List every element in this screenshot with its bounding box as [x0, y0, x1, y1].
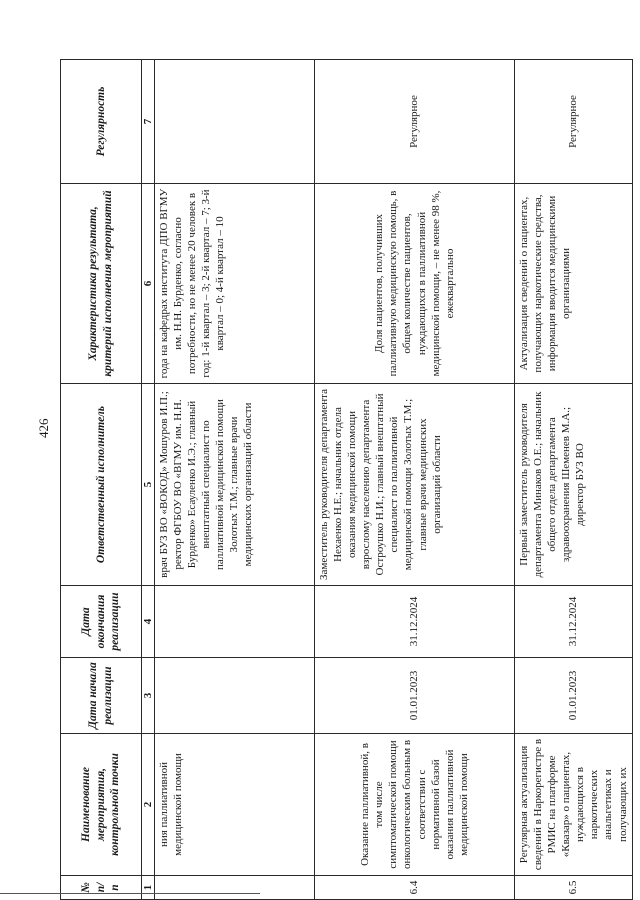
cell-responsible: Заместитель руководителя департамента Нехаенко Н.Е.; начальник отдела оказания медицинской помощи взрослому населению департамента Остроушко Н.И.; главный внештатный специалист по паллиативной медицинской помощи Золотых Т.М.; главные врачи медицинских организаций области [315, 384, 515, 586]
cell-end [155, 586, 315, 658]
cell-num: 6.4 [315, 876, 515, 900]
cell-regularity: Регулярное [515, 60, 633, 184]
header-name: Наименование мероприятия, контрольной точки [61, 734, 142, 876]
plan-table [60, 59, 633, 900]
page-number: 426 [36, 418, 51, 438]
cell-result: Актуализация сведений о пациентах, получающих наркотические средства, информация вводится медицинскими организациями [515, 184, 633, 384]
table-frame [60, 60, 629, 900]
cell-result: Доля пациентов, получивших паллиативную медицинскую помощь, в общем количестве пациентов, нуждающихся в паллиативной медицинской помощи, – не менее 98 %, ежеквартально [315, 184, 515, 384]
cell-result: года на кафедрах института ДПО ВГМУ им. Н.Н. Бурденко, согласно потребности, но не менее 20 человек в год: 1-й квартал – 3; 2-й квартал – 7; 3-й квартал – 0; 4-й квартал – 10 [155, 184, 315, 384]
table-row [515, 60, 633, 900]
column-number: 6 [142, 184, 155, 384]
column-number: 1 [142, 876, 155, 900]
cell-num [155, 876, 315, 900]
cell-responsible: Первый заместитель руководителя департамента Минаков О.Е.; начальник общего отдела департамента здравоохранения Шеменев М.А.; директор БУЗ ВО [515, 384, 633, 586]
cell-start [155, 658, 315, 734]
cell-num: 6.5 [515, 876, 633, 900]
header-num: № п/п [61, 876, 142, 900]
header-result: Характеристика результата, критерий исполнения мероприятий [61, 184, 142, 384]
cell-name: ния паллиативной медицинской помощи [155, 734, 315, 876]
header-end: Дата окончания реализации [61, 586, 142, 658]
column-number: 4 [142, 586, 155, 658]
column-number-row [142, 60, 155, 900]
cell-start: 01.01.2023 [515, 658, 633, 734]
table-row [155, 60, 315, 900]
cell-regularity [155, 60, 315, 184]
column-number: 7 [142, 60, 155, 184]
page-bottom-line [0, 893, 260, 894]
header-regularity: Регулярность [61, 60, 142, 184]
cell-end: 31.12.2024 [515, 586, 633, 658]
column-number: 2 [142, 734, 155, 876]
cell-start: 01.01.2023 [315, 658, 515, 734]
header-responsible: Ответственный исполнитель [61, 384, 142, 586]
table-header-row [61, 60, 142, 900]
cell-name: Оказание паллиативной, в том числе симптоматической помощи онкологическим больным в соответствии с нормативной базой оказания паллиативной медицинской помощи [315, 734, 515, 876]
cell-name: Регулярная актуализация сведений в Наркорегистре в РМИС на платформе «Квазар» о пациентах, нуждающихся в наркотических анальгетиках и получающих их [515, 734, 633, 876]
column-number: 3 [142, 658, 155, 734]
rotated-table-wrapper [60, 60, 629, 900]
cell-regularity: Регулярное [315, 60, 515, 184]
column-number: 5 [142, 384, 155, 586]
header-start: Дата начала реализации [61, 658, 142, 734]
cell-end: 31.12.2024 [315, 586, 515, 658]
cell-responsible: врач БУЗ ВО «ВОКОД» Мошуров И.П.; ректор ФГБОУ ВО «ВГМУ им. Н.Н. Бурденко» Есауленко И.Э.; главный внештатный специалист по паллиативной медицинской помощи Золотых Т.М.; главные врачи медицинских организаций области [155, 384, 315, 586]
table-row [315, 60, 515, 900]
